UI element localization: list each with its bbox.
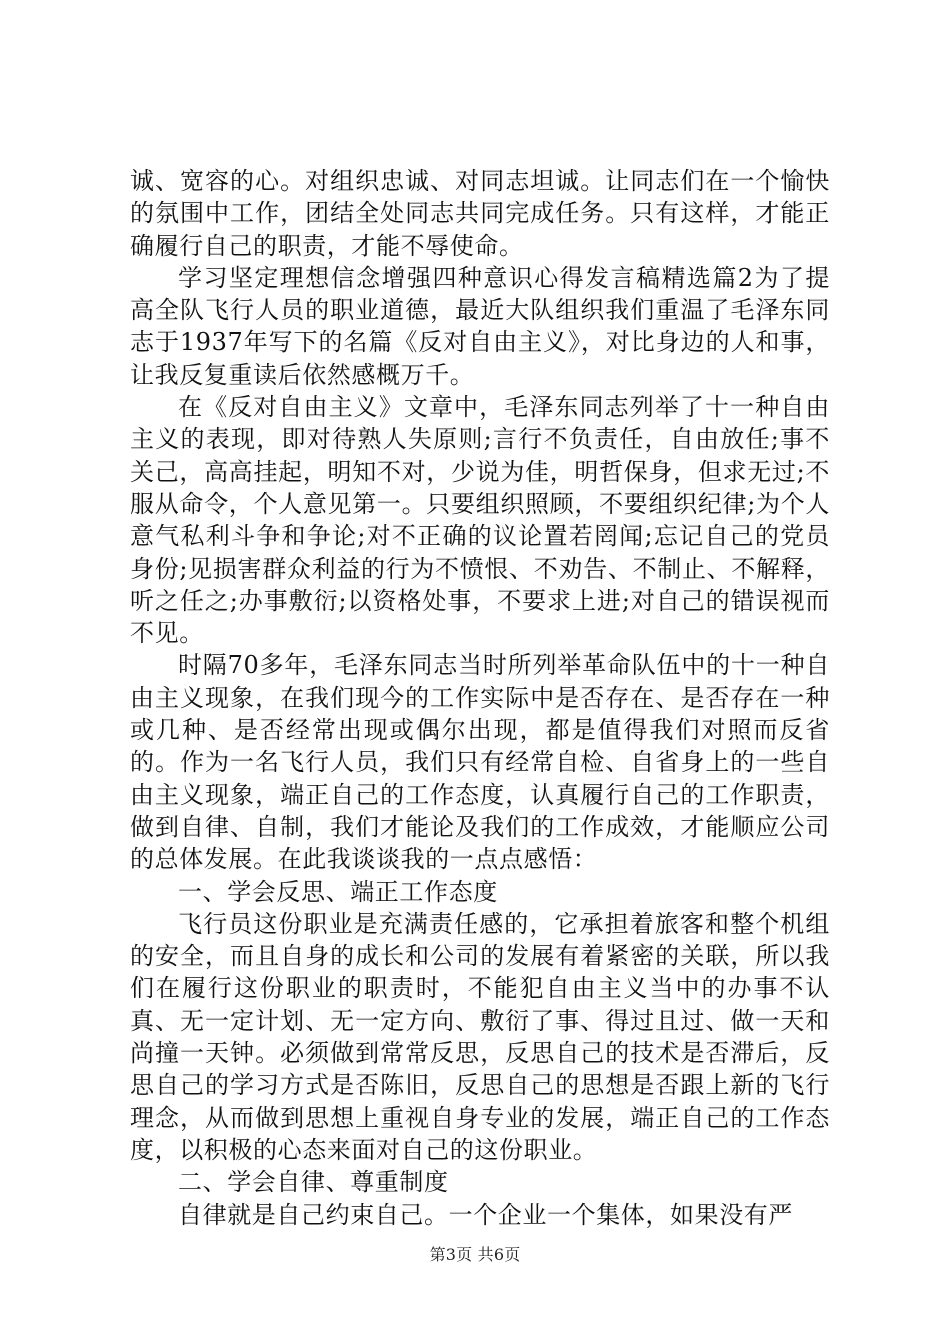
section-heading-2: 二、学会自律、尊重制度 — [178, 1168, 449, 1197]
paragraph-section-1: 飞行员这份职业是充满责任感的，它承担着旅客和整个机组的安全，而且自身的成长和公司的发展有着紧密的关联，所以我们在履行这份职业的职责时，不能犯自由主义当中的办事不认真、无一定计划、无一定方向、敷衍了事、得过且过、做一天和尚撞一天钟。必须做到常常反思，反思自己的技术是否滞后，反思自己的学习方式是否陈旧，反思自己的思想是否跟上新的飞行理念，从而做到思想上重视自身专业的发展，端正自己的工作态度，以积极的心态来面对自己的这份职业。 — [130, 909, 830, 1164]
section-heading-1: 一、学会反思、端正工作态度 — [178, 877, 498, 906]
paragraph-liberalism-list: 在《反对自由主义》文章中，毛泽东同志列举了十一种自由主义的表现，即对待熟人失原则;言行不负责任，自由放任;事不关己，高高挂起，明知不对，少说为佳，明哲保身，但求无过;不服从命令，个人意见第一。只要组织照顾，不要组织纪律;为个人意气私利斗争和争论;对不正确的议论置若罔闻;忘记自己的党员身份;见损害群众利益的行为不愤恨、不劝告、不制止、不解释，听之任之;办事敷衍;以资格处事，不要求上进;对自己的错误视而不见。 — [130, 393, 830, 648]
paragraph-section-2: 自律就是自己约束自己。一个企业一个集体，如果没有严 — [178, 1200, 793, 1229]
paragraph-intro: 学习坚定理想信念增强四种意识心得发言稿精选篇2为了提高全队飞行人员的职业道德，最近大队组织我们重温了毛泽东同志于1937年写下的名篇《反对自由主义》，对比身边的人和事，让我反复重读后依然感概万千。 — [130, 263, 830, 389]
page-footer — [0, 1242, 950, 1265]
paragraph-continued: 诚、宽容的心。对组织忠诚、对同志坦诚。让同志们在一个愉快的氛围中工作，团结全处同志共同完成任务。只有这样，才能正确履行自己的职责，才能不辱使命。 — [130, 167, 830, 260]
paragraph-reflection: 时隔70多年，毛泽东同志当时所列举革命队伍中的十一种自由主义现象，在我们现今的工作实际中是否存在、是否存在一种或几种、是否经常出现或偶尔出现，都是值得我们对照而反省的。作为一名飞行人员，我们只有经常自检、自省身上的一些自由主义现象，端正自己的工作态度，认真履行自己的工作职责，做到自律、自制，我们才能论及我们的工作成效，才能顺应公司的总体发展。在此我谈谈我的一点点感悟： — [130, 651, 830, 874]
document-body — [130, 165, 830, 1231]
page-number: 第3页 共6页 — [429, 1245, 521, 1264]
